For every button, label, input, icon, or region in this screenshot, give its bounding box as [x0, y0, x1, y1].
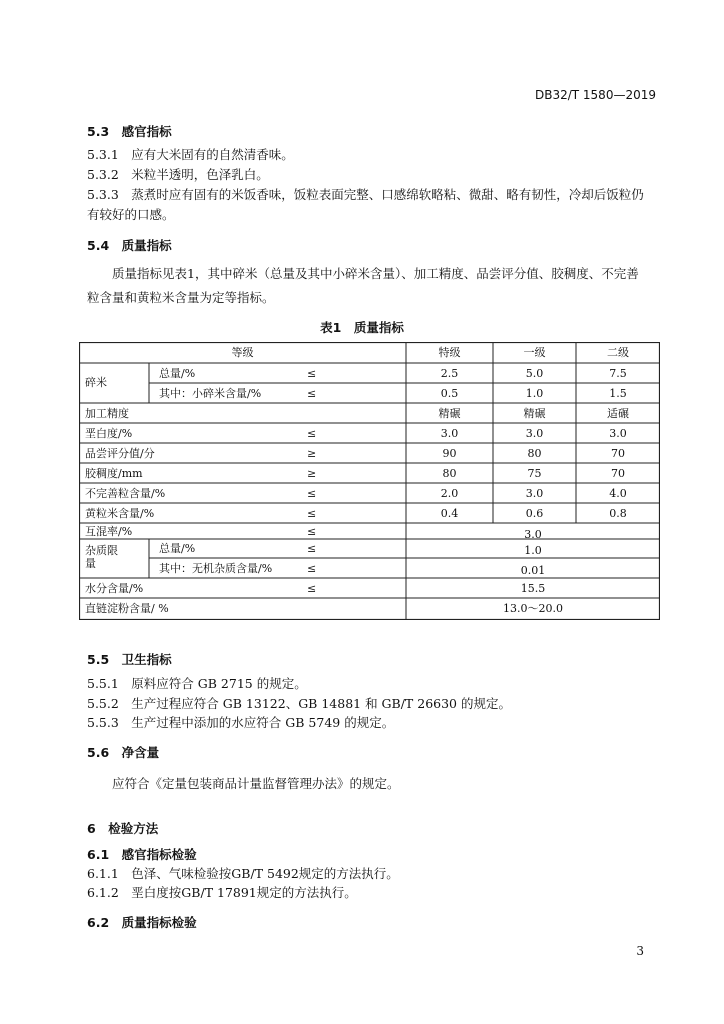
header-first: 一级 [523, 346, 546, 359]
clause-5-3-2: 5.3.2 米粒半透明，色泽乳白。 [87, 167, 269, 182]
quality-index-table [79, 342, 660, 620]
document-code: DB32/T 1580—2019 [534, 88, 656, 102]
cell: 0.8 [609, 507, 627, 520]
op: ≤ [307, 387, 317, 400]
row-gel-label: 胶稠度/mm [85, 467, 143, 480]
op: ≤ [307, 367, 317, 380]
row-impurity-inorganic-label: 其中：无机杂质含量/% [159, 562, 273, 575]
row-impurity-total-label: 总量/% [159, 542, 196, 555]
cell: 80 [442, 467, 457, 480]
cell: 0.4 [440, 507, 459, 520]
cell: 70 [611, 467, 625, 480]
op: ≤ [307, 582, 317, 595]
clause-5-3-1: 5.3.1 应有大米固有的自然清香味。 [87, 147, 294, 162]
section-5-5-heading: 5.5 卫生指标 [87, 652, 172, 667]
op: ≥ [307, 467, 317, 480]
op: ≤ [307, 507, 317, 520]
paragraph-5-4-line2: 粒含量和黄粒米含量为定等指标。 [87, 290, 275, 305]
cell: 1.0 [524, 544, 542, 557]
paragraph-5-4-line1: 质量指标见表1，其中碎米（总量及其中小碎米含量）、加工精度、品尝评分值、胶稠度、不完善 [112, 266, 639, 281]
row-amylose-label: 直链淀粉含量/ % [85, 602, 169, 615]
cell: 1.0 [525, 387, 544, 400]
section-6-heading: 6 检验方法 [87, 821, 159, 836]
section-5-3-heading: 5.3 感官指标 [87, 124, 172, 139]
section-6-2-heading: 6.2 质量指标检验 [87, 915, 197, 930]
cell: 13.0～20.0 [503, 602, 563, 615]
cell: 3.0 [525, 427, 544, 440]
cell: 3.0 [525, 487, 544, 500]
cell: 80 [527, 447, 542, 460]
header-second: 二级 [607, 346, 629, 359]
cell: 1.5 [609, 387, 627, 400]
cell: 适碾 [607, 407, 629, 420]
table-grid [79, 342, 660, 620]
clause-6-1-1: 6.1.1 色泽、气味检验按GB/T 5492规定的方法执行。 [87, 866, 399, 881]
paragraph-5-6: 应符合《定量包装商品计量监督管理办法》的规定。 [112, 776, 400, 791]
cell: 3.0 [609, 427, 627, 440]
op: ≤ [307, 542, 317, 555]
clause-5-5-1: 5.5.1 原料应符合 GB 2715 的规定。 [87, 676, 307, 691]
cell: 90 [442, 447, 457, 460]
cell: 2.5 [440, 367, 459, 380]
header-grade: 等级 [231, 346, 254, 359]
row-whiteness-label: 垩白度/% [85, 427, 133, 440]
cell: 4.0 [609, 487, 627, 500]
op: ≤ [307, 525, 317, 538]
row-imperfect-label: 不完善粒含量/% [85, 487, 166, 500]
clause-5-3-3: 5.3.3 蒸煮时应有固有的米饭香味，饭粒表面完整、口感绵软略粘、微甜、略有韧性，冷却后饭粒仍 [87, 187, 644, 202]
clause-5-3-3-cont: 有较好的口感。 [87, 207, 175, 222]
row-broken-small-label: 其中：小碎米含量/% [159, 387, 262, 400]
page-number: 3 [636, 944, 644, 958]
cell: 0.6 [525, 507, 544, 520]
row-taste-label: 品尝评分值/分 [85, 447, 155, 460]
cell: 5.0 [525, 367, 544, 380]
cell: 0.5 [440, 387, 459, 400]
section-5-4-heading: 5.4 质量指标 [87, 238, 172, 253]
row-moisture-label: 水分含量/% [85, 582, 144, 595]
row-broken-label: 碎米 [85, 376, 107, 389]
cell: 75 [527, 467, 542, 480]
table-caption: 表1 质量指标 [320, 320, 404, 335]
row-impurity-label: 杂质限量 [85, 544, 118, 570]
cell: 2.0 [440, 487, 459, 500]
op: ≥ [307, 447, 317, 460]
op: ≤ [307, 427, 317, 440]
cell: 7.5 [609, 367, 627, 380]
clause-5-5-3: 5.5.3 生产过程中添加的水应符合 GB 5749 的规定。 [87, 715, 395, 730]
op: ≤ [307, 562, 317, 575]
row-processing-label: 加工精度 [85, 407, 129, 420]
cell: 3.0 [440, 427, 459, 440]
clause-6-1-2: 6.1.2 垩白度按GB/T 17891规定的方法执行。 [87, 885, 357, 900]
section-5-6-heading: 5.6 净含量 [87, 745, 160, 760]
row-broken-total-label: 总量/% [159, 367, 196, 380]
cell: 精碾 [438, 407, 461, 420]
section-6-1-heading: 6.1 感官指标检验 [87, 847, 197, 862]
cell: 3.0 [524, 528, 542, 541]
op: ≤ [307, 487, 317, 500]
cell: 0.01 [520, 564, 546, 577]
row-yellow-label: 黄粒米含量/% [85, 507, 155, 520]
header-premium: 特级 [438, 346, 461, 359]
cell: 精碾 [523, 407, 546, 420]
clause-5-5-2: 5.5.2 生产过程应符合 GB 13122、GB 14881 和 GB/T 26630 的规定。 [87, 696, 511, 711]
row-mixed-label: 互混率/% [85, 525, 133, 538]
cell: 70 [611, 447, 625, 460]
cell: 15.5 [520, 582, 546, 595]
